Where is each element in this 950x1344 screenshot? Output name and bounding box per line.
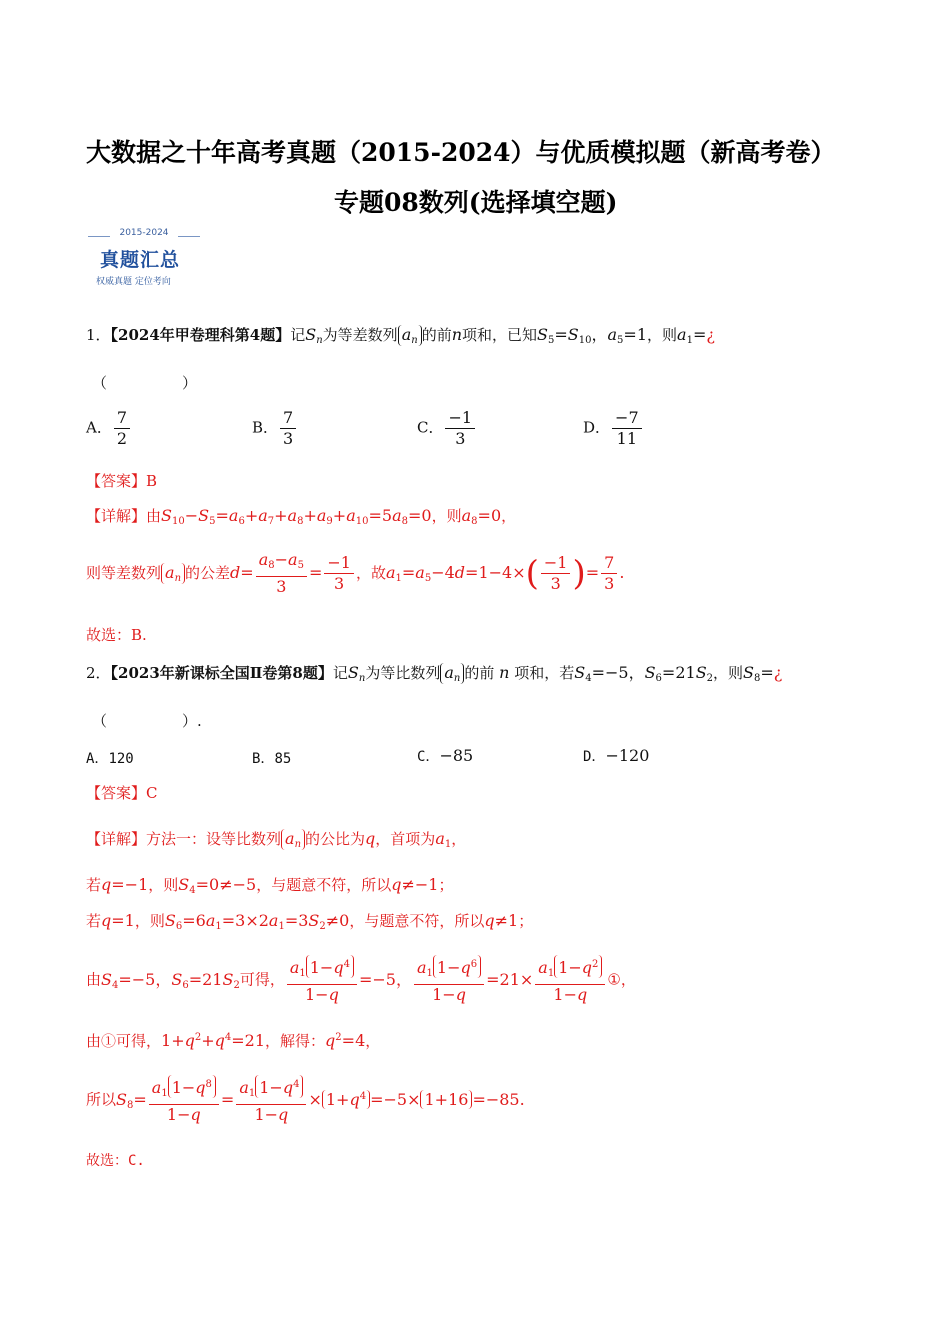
q2-detail-line5: 由①可得，$1+q^2+q^4=21$，解得：$q^2=4$， [86, 1031, 381, 1050]
q1-option-c: C． $\frac{-1}{3}$ [417, 408, 477, 449]
q2-option-b: B．85 [252, 751, 292, 767]
q2-blank: （ ）. [92, 712, 202, 730]
q1-blank: （ ） [92, 374, 198, 392]
q2-option-c: C．−85 [417, 746, 474, 765]
q2-detail-line2: 若q=−1，则$S_4=0\ne-5$，与题意不符，所以q≠−1； [86, 875, 454, 896]
q2-option-d: D．−120 [583, 746, 650, 765]
q2-option-a: A．120 [86, 751, 134, 767]
q2-detail-line6: 所以$S_8=$ $\frac{a_1 1-q^8}{1-q}$ = $\frac{a_1 1-q^4}{1-q}$ × $1+q^4 =-5\times 1+16 =-85$. [86, 1075, 525, 1125]
q1-detail-line1: 【详解】由$S_{10}-S_5=a_6+a_7+a_8+a_9+a_{10}=5a_8=0$，则$a_8=0$， [86, 506, 517, 527]
q2-detail-line1: 【详解】方法一：设等比数列 $a_n$ 的公比为q，首项为$a_1$， [86, 829, 467, 850]
q2-detail-line3: 若q=1，则$S_6=6a_1=3\times 2a_1=3S_2\ne 0$，与题意不符，所以q≠1； [86, 911, 534, 932]
logo-years: 2015-2024 [119, 228, 169, 238]
q1-option-d: D． $\frac{-7}{11}$ [583, 408, 644, 449]
q1-option-b: B． $\frac{7}{3}$ [252, 408, 298, 449]
logo-name: 真题汇总 [100, 249, 181, 271]
q1-conclusion: 故选：B. [86, 626, 147, 644]
q2-detail-line4: 由$S_4=-5$，$S_6=21S_2$可得， $\frac{a_1 1-q^4}{1-q}$ =−5， $\frac{a_1 1-q^6}{1-q}$ =21× $\frac{a_1 1-q^2}{1-q}$ ①， [86, 955, 636, 1005]
q1-detail-line2: 则等差数列 $a_n$ 的公差d= $\frac{a_8-a_5}{3}$ = $\frac{-1}{3}$ ，故$a_1=a_5-4d=1-4\times$( $\frac{-1}{3}$ )= $\frac{7}{3}$ . [86, 550, 625, 596]
page-title: 大数据之十年高考真题（2015-2024）与优质模拟题（新高考卷） [86, 138, 836, 167]
q1-stem: 1．【2024年甲卷理科第4题】记$S_n$为等差数列 $a_n$ 的前n项和，已知$S_5=S_{10}$，$a_5=1$，则$a_1=¿$ [86, 325, 715, 346]
logo-subtitle: 权威真题 定位考向 [96, 277, 171, 287]
page-subtitle: 专题08数列(选择填空题) [334, 188, 618, 217]
q1-answer: 【答案】B [86, 472, 158, 490]
zhenti-logo [88, 228, 200, 290]
q2-conclusion: 故选：C. [86, 1153, 145, 1169]
q1-option-a: A． $\frac{7}{2}$ [86, 408, 132, 449]
q2-answer: 【答案】C [86, 784, 158, 802]
q2-stem: 2．【2023年新课标全国Ⅱ卷第8题】记$S_n$为等比数列 $a_n$ 的前 n 项和，若$S_4=-5$，$S_6=21S_2$，则$S_8=¿$ [86, 663, 783, 684]
